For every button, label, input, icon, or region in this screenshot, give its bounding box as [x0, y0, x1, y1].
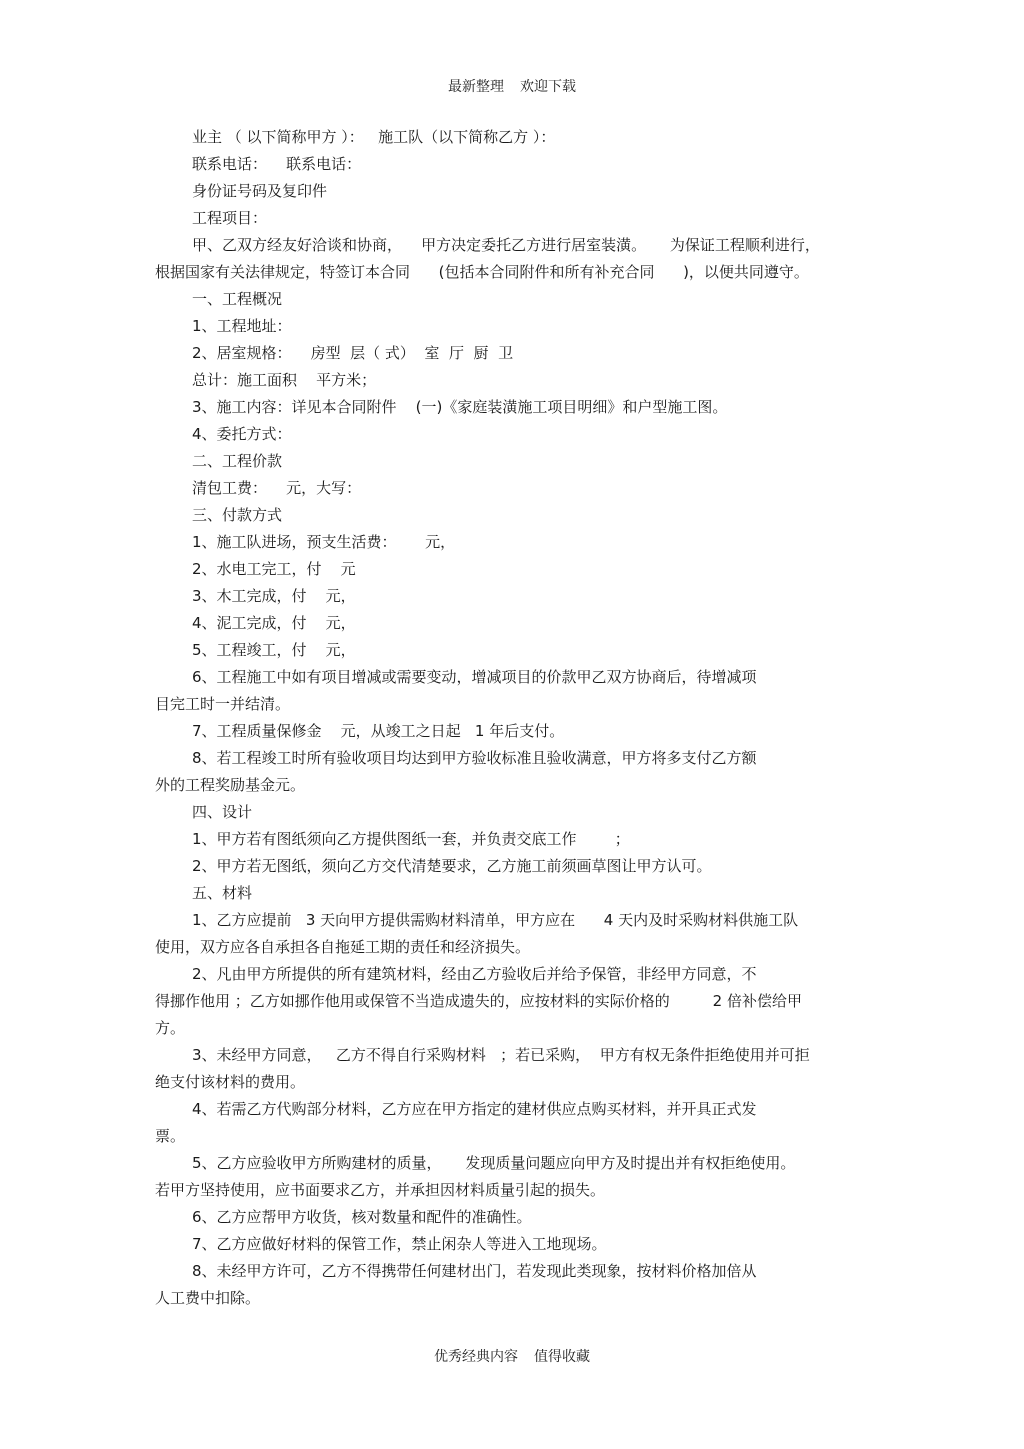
- contract-line: 1、工程地址：: [192, 317, 292, 335]
- contract-line: 业主 （ 以下简称甲方 ）： 施工队（以下简称乙方 ）：: [192, 128, 556, 146]
- contract-line: 2、凡由甲方所提供的所有建筑材料，经由乙方验收后并给予保管，非经甲方同意，不: [192, 965, 757, 983]
- contract-line: 1、乙方应提前 3 天向甲方提供需购材料清单，甲方应在 4 天内及时采购材料供施工队: [192, 911, 799, 929]
- contract-line: 8、若工程竣工时所有验收项目均达到甲方验收标准且验收满意，甲方将多支付乙方额: [192, 749, 757, 767]
- contract-line: 目完工时一并结清。: [155, 695, 291, 713]
- contract-line: 5、工程竣工，付 元，: [192, 641, 356, 659]
- contract-line: 3、木工完成，付 元，: [192, 587, 356, 605]
- contract-line: 3、施工内容：详见本合同附件 (一)《家庭装潢施工项目明细》和户型施工图。: [192, 398, 728, 416]
- contract-line: 工程项目：: [192, 209, 268, 227]
- header-right-text: 欢迎下载: [520, 79, 576, 95]
- contract-line: 三、付款方式: [192, 506, 283, 524]
- contract-line: 方。: [155, 1019, 186, 1037]
- contract-line: 3、未经甲方同意， 乙方不得自行采购材料 ；若已采购， 甲方有权无条件拒绝使用并可拒: [192, 1046, 810, 1064]
- contract-line: 2、水电工完工，付 元: [192, 560, 356, 578]
- contract-line: 6、乙方应帮甲方收货，核对数量和配件的准确性。: [192, 1208, 532, 1226]
- page-header: [0, 76, 1024, 96]
- contract-line: 1、甲方若有图纸须向乙方提供图纸一套，并负责交底工作 ；: [192, 830, 630, 848]
- contract-line: 4、委托方式：: [192, 425, 292, 443]
- contract-line: 外的工程奖励基金元。: [155, 776, 306, 794]
- contract-line: 7、工程质量保修金 元，从竣工之日起 1 年后支付。: [192, 722, 565, 740]
- contract-line: 人工费中扣除。: [155, 1289, 261, 1307]
- page-footer: [0, 1346, 1024, 1366]
- contract-line: 身份证号码及复印件: [192, 182, 328, 200]
- contract-line: 票。: [155, 1127, 186, 1145]
- contract-line: 五、材料: [192, 884, 253, 902]
- contract-line: 5、乙方应验收甲方所购建材的质量， 发现质量问题应向甲方及时提出并有权拒绝使用。: [192, 1154, 796, 1172]
- header-left-text: 最新整理: [448, 79, 504, 95]
- contract-line: 8、未经甲方许可，乙方不得携带任何建材出门，若发现此类现象，按材料价格加倍从: [192, 1262, 757, 1280]
- contract-line: 7、乙方应做好材料的保管工作，禁止闲杂人等进入工地现场。: [192, 1235, 607, 1253]
- contract-line: 得挪作他用 ；乙方如挪作他用或保管不当造成遗失的，应按材料的实际价格的 2 倍补偿给甲: [155, 992, 802, 1010]
- contract-line: 四、设计: [192, 803, 253, 821]
- contract-line: 1、施工队进场，预支生活费： 元，: [192, 533, 456, 551]
- contract-line: 2、居室规格： 房型 层（ 式） 室 厅 厨 卫: [192, 344, 514, 362]
- contract-line: 清包工费： 元，大写：: [192, 479, 362, 497]
- contract-line: 二、工程价款: [192, 452, 283, 470]
- contract-line: 总计：施工面积 平方米；: [192, 371, 377, 389]
- contract-line: 根据国家有关法律规定，特签订本合同 (包括本合同附件和所有补充合同 )，以便共同遵守。: [155, 263, 809, 281]
- footer-right-text: 值得收藏: [534, 1349, 590, 1365]
- contract-line: 4、若需乙方代购部分材料，乙方应在甲方指定的建材供应点购买材料，并开具正式发: [192, 1100, 757, 1118]
- contract-line: 甲、乙双方经友好洽谈和协商， 甲方决定委托乙方进行居室装潢。 为保证工程顺利进行，: [192, 236, 820, 254]
- contract-body: [155, 124, 865, 1312]
- contract-line: 若甲方坚持使用，应书面要求乙方，并承担因材料质量引起的损失。: [155, 1181, 606, 1199]
- contract-line: 联系电话： 联系电话：: [192, 155, 362, 173]
- contract-line: 绝支付该材料的费用。: [155, 1073, 306, 1091]
- contract-line: 4、泥工完成，付 元，: [192, 614, 356, 632]
- contract-line: 使用，双方应各自承担各自拖延工期的责任和经济损失。: [155, 938, 531, 956]
- contract-line: 6、工程施工中如有项目增减或需要变动，增减项目的价款甲乙双方协商后，待增减项: [192, 668, 757, 686]
- footer-left-text: 优秀经典内容: [434, 1349, 518, 1365]
- contract-line: 一、工程概况: [192, 290, 283, 308]
- contract-line: 2、甲方若无图纸，须向乙方交代清楚要求，乙方施工前须画草图让甲方认可。: [192, 857, 712, 875]
